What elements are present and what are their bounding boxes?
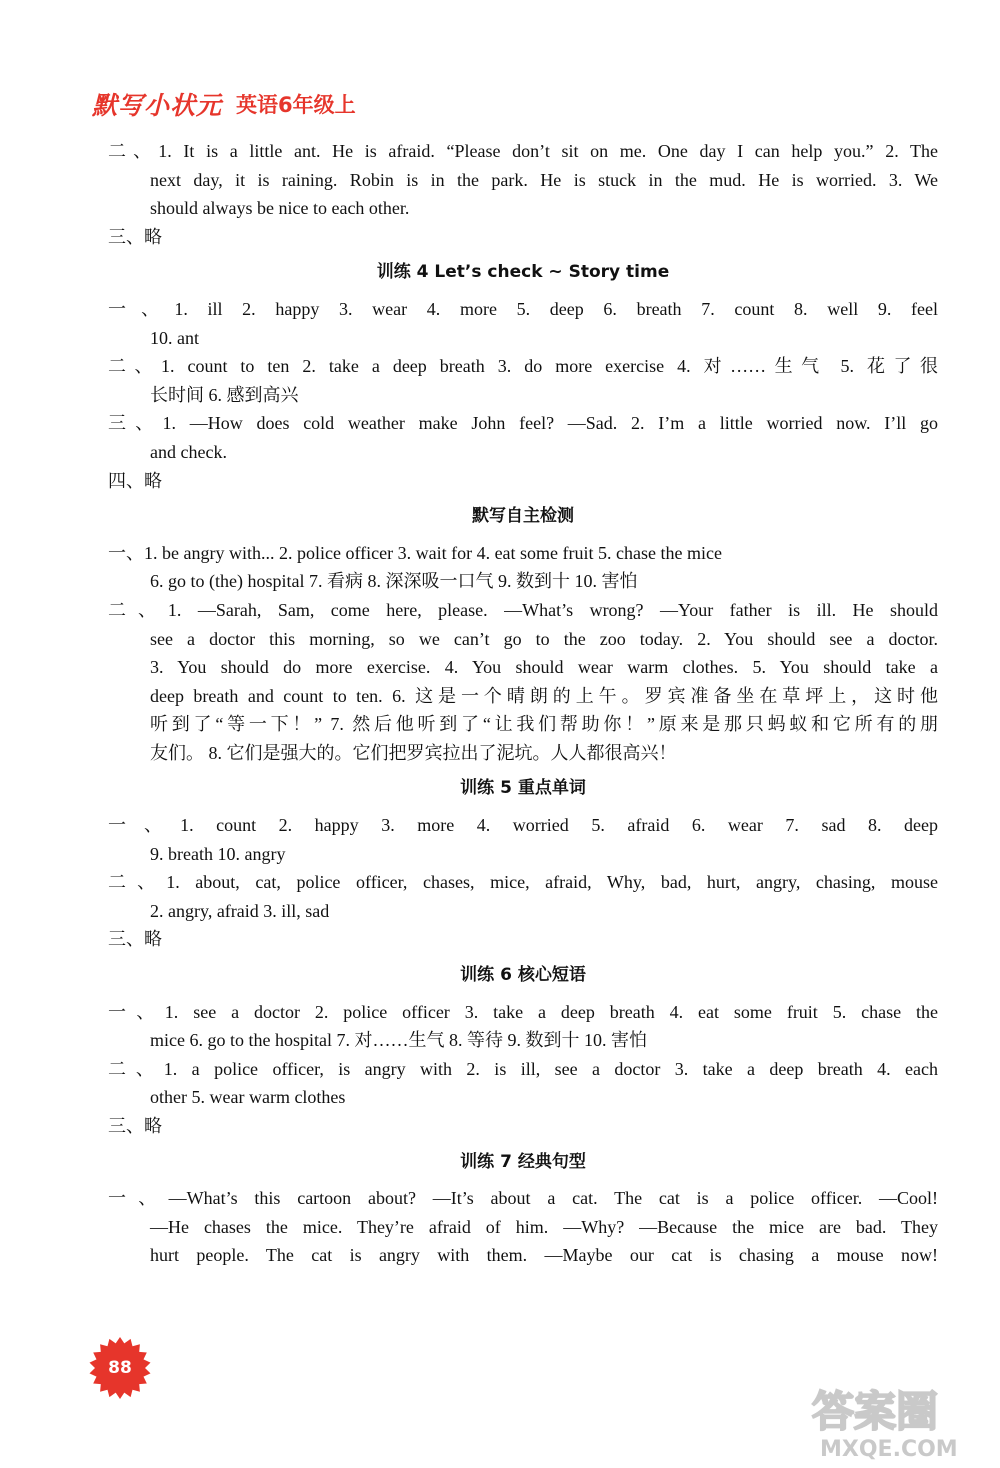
answer-line: 友们。 8. 它们是强大的。它们把罗宾拉出了泥坑。人人都很高兴！ (150, 742, 677, 763)
section-heading: 训练 6 核心短语 (460, 965, 586, 986)
answer-line: and check. (150, 441, 227, 462)
answer-line: 一、1. count 2. happy 3. more 4. worried 5. afraid 6. wear 7. sad 8. deep (108, 815, 938, 836)
answer-line: 二、1. about, cat, police officer, chases, mice, afraid, Why, bad, hurt, angry, chasing, mouse (108, 872, 938, 893)
book-subject-grade: 英语6年级上 (236, 93, 356, 117)
watermark-url: MXQE.COM (820, 1437, 958, 1462)
answer-line: next day, it is raining. Robin is in the park. He is stuck in the mud. He is worried. 3. We (150, 169, 938, 190)
watermark-logo (806, 1376, 996, 1462)
answer-line: 3. You should do more exercise. 4. You should wear warm clothes. 5. You should take a (150, 657, 938, 678)
section-heading: 训练 4 Let’s check ~ Story time (376, 262, 670, 283)
answer-line: see a doctor this morning, so we can’t go to the zoo today. 2. You should see a doctor. (150, 628, 938, 649)
page-header (92, 84, 356, 124)
answer-line: 长时间 6. 感到高兴 (150, 384, 299, 405)
section-heading: 训练 5 重点单词 (460, 778, 586, 799)
page-number-badge (88, 1336, 152, 1400)
answer-line: —He chases the mice. They’re afraid of him. —Why? —Because the mice are bad. They (150, 1216, 938, 1237)
watermark-icon (806, 1376, 996, 1462)
page-number: 88 (108, 1358, 132, 1378)
answer-line: 听到了“等一下！” 7. 然后他听到了“让我们帮助你！”原来是那只蚂蚁和它所有的朋 (150, 714, 938, 735)
answer-content (108, 137, 938, 1270)
watermark-text: 答案圈 (812, 1387, 939, 1436)
section-heading: 训练 7 经典句型 (460, 1151, 586, 1172)
answer-line: other 5. wear warm clothes (150, 1087, 346, 1108)
answer-line: 四、略 (108, 470, 162, 491)
book-brand-title: 默写小状元 (92, 91, 223, 120)
answer-line: should always be nice to each other. (150, 198, 410, 219)
answer-line: 2. angry, afraid 3. ill, sad (150, 900, 330, 921)
answer-line: 一、1. be angry with... 2. police officer 3. wait for 4. eat some fruit 5. chase the mice (108, 542, 722, 563)
answer-line: 二、1. count to ten 2. take a deep breath 3. do more exercise 4. 对……生气 5. 花了很 (108, 356, 938, 377)
answer-line: 一、1. see a doctor 2. police officer 3. take a deep breath 4. eat some fruit 5. chase the (108, 1001, 938, 1022)
answer-line: 10. ant (150, 327, 199, 348)
answer-line: mice 6. go to the hospital 7. 对……生气 8. 等待 9. 数到十 10. 害怕 (150, 1030, 647, 1051)
answer-line: 三、1. —How does cold weather make John feel? —Sad. 2. I’m a little worried now. I’ll go (108, 413, 938, 434)
answer-line: 一、—What’s this cartoon about? —It’s about a cat. The cat is a police officer. —Cool! (108, 1188, 938, 1209)
answer-line: 三、略 (108, 929, 162, 950)
answer-line: 二、1. It is a little ant. He is afraid. “Please don’t sit on me. One day I can help you.” 2. The (108, 141, 938, 161)
answer-line: 9. breath 10. angry (150, 843, 286, 864)
answer-line: hurt people. The cat is angry with them. —Maybe our cat is chasing a mouse now! (150, 1245, 938, 1266)
answer-line: 二、1. —Sarah, Sam, come here, please. —What’s wrong? —Your father is ill. He should (108, 599, 938, 620)
answer-line: 三、略 (108, 1116, 162, 1136)
answer-line: 二、1. a police officer, is angry with 2. is ill, see a doctor 3. take a deep breath 4. each (108, 1058, 938, 1079)
answer-line: 一、1. ill 2. happy 3. wear 4. more 5. deep 6. breath 7. count 8. well 9. feel (108, 298, 938, 319)
answer-line: 三、略 (108, 226, 162, 247)
section-heading: 默写自主检测 (472, 506, 574, 527)
answer-line: 6. go to (the) hospital 7. 看病 8. 深深吸一口气 9. 数到十 10. 害怕 (150, 571, 638, 592)
answer-line: deep breath and count to ten. 6. 这是一个晴朗的上午。罗宾准备坐在草坪上，这时他 (150, 685, 938, 706)
